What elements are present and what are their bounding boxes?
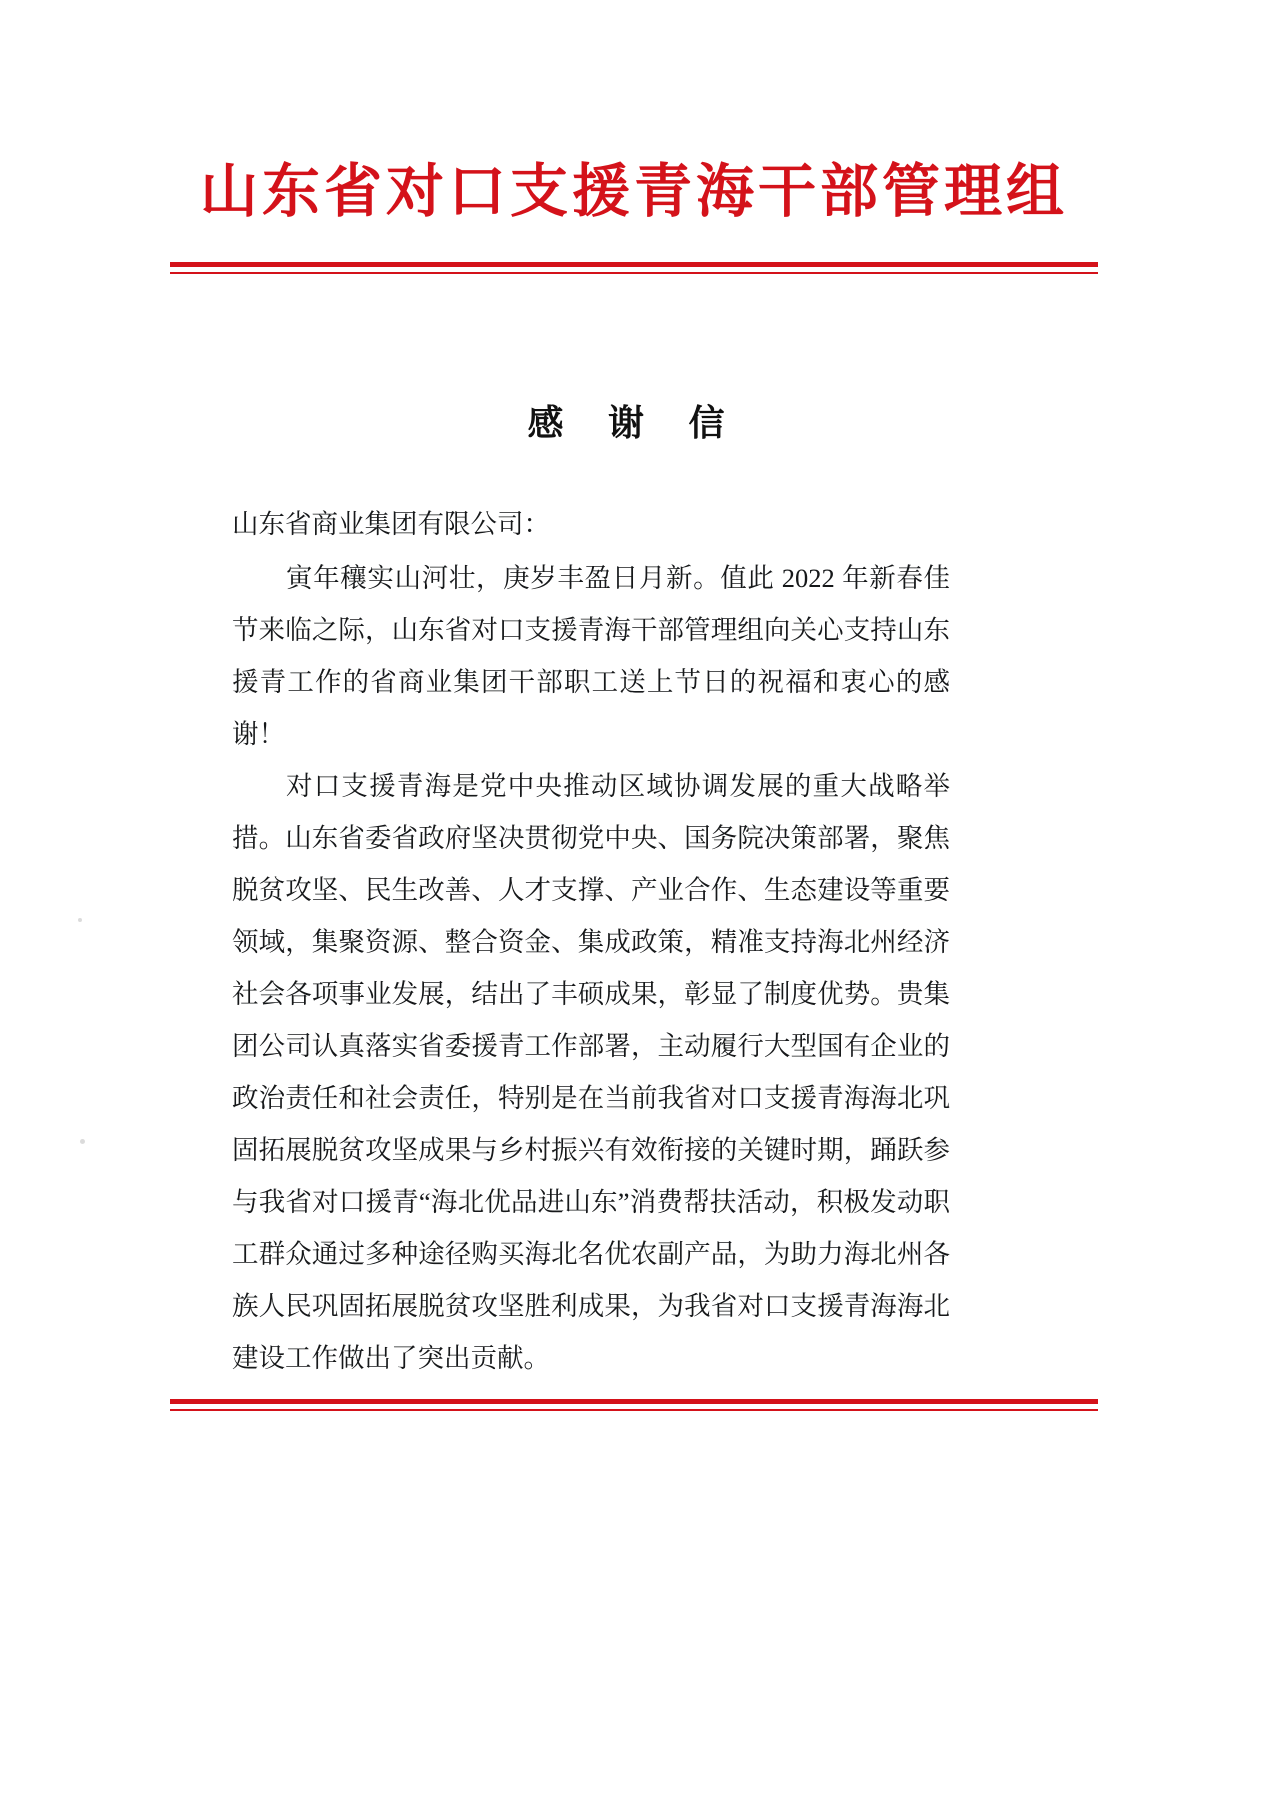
letterhead-divider-top <box>170 262 1098 274</box>
document-body <box>232 498 950 1384</box>
salutation: 山东省商业集团有限公司： <box>232 509 550 539</box>
divider-thin-line <box>170 272 1098 274</box>
divider-thin-line <box>170 1409 1098 1411</box>
letterhead-divider-bottom <box>170 1399 1098 1411</box>
divider-thick-line <box>170 1399 1098 1404</box>
scan-artifact <box>78 918 82 922</box>
letterhead-organization: 山东省对口支援青海干部管理组 <box>199 157 1068 225</box>
divider-thick-line <box>170 262 1098 267</box>
scan-artifact <box>80 1139 85 1144</box>
body-paragraph-2: 对口支援青海是党中央推动区域协调发展的重大战略举措。山东省委省政府坚决贯彻党中央、国务院决策部署，聚焦脱贫攻坚、民生改善、人才支撑、产业合作、生态建设等重要领域，集聚资源、整合资金、集成政策，精准支持海北州经济社会各项事业发展，结出了丰硕成果，彰显了制度优势。贵集团公司认真落实省委援青工作部署，主动履行大型国有企业的政治责任和社会责任，特别是在当前我省对口支援青海海北巩固拓展脱贫攻坚成果与乡村振兴有效衔接的关键时期，踊跃参与我省对口援青“海北优品进山东”消费帮扶活动，积极发动职工群众通过多种途径购买海北名优农副产品，为助力海北州各族人民巩固拓展脱贫攻坚胜利成果，为我省对口支援青海海北建设工作做出了突出贡献。 <box>232 771 950 1373</box>
body-paragraph-1: 寅年穰实山河壮，庚岁丰盈日月新。值此 2022 年新春佳节来临之际，山东省对口支援青海干部管理组向关心支持山东援青工作的省商业集团干部职工送上节日的祝福和衷心的感谢！ <box>232 563 950 749</box>
page-title: 感 谢 信 <box>527 402 741 444</box>
letterhead <box>0 157 1268 225</box>
